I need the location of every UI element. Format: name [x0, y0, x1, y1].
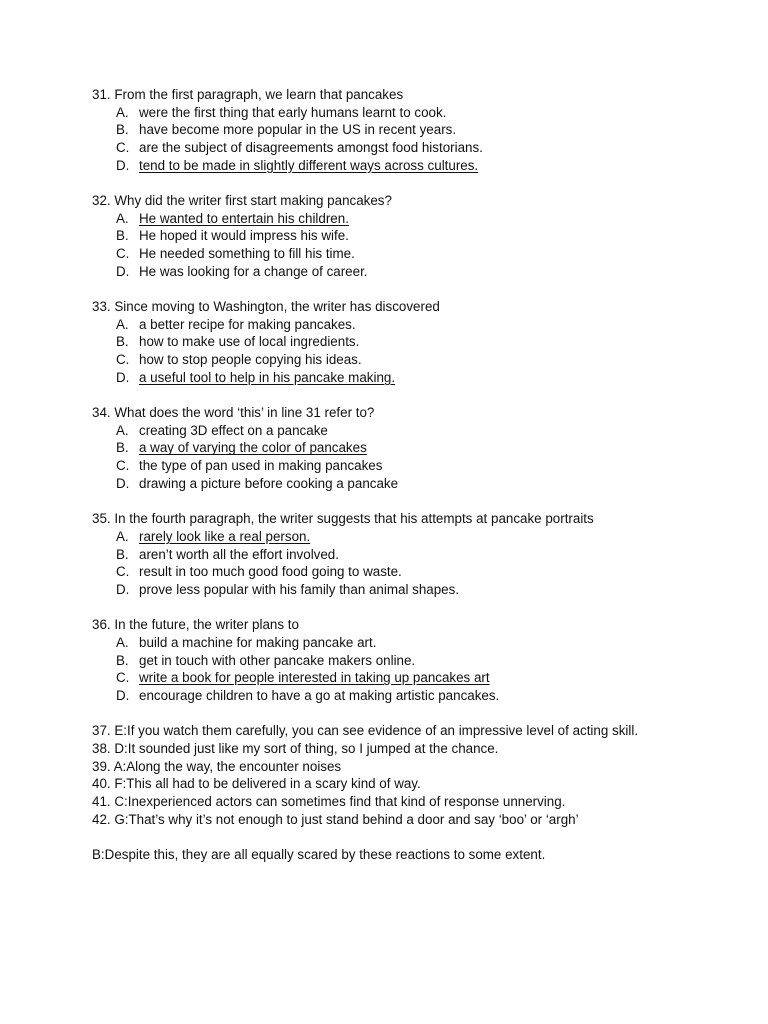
question-block — [92, 616, 768, 704]
answer-option — [92, 581, 768, 599]
answer-option — [92, 439, 768, 457]
answer-option — [92, 546, 768, 564]
answer-key-line: 38. D:It sounded just like my sort of thing, so I jumped at the chance. — [92, 740, 499, 756]
option-text-correct: He wanted to entertain his children. — [139, 210, 349, 226]
option-letter: D. — [116, 581, 130, 597]
question-text: What does the word ‘this’ in line 31 refer to? — [114, 405, 375, 421]
option-text: He needed something to fill his time. — [139, 246, 355, 262]
option-letter: C. — [116, 458, 130, 474]
option-letter: B. — [116, 652, 129, 668]
answer-key-line: 41. C:Inexperienced actors can sometimes find that kind of response unnerving. — [92, 793, 566, 809]
option-letter: C. — [116, 140, 130, 156]
answer-option — [92, 263, 768, 281]
question-text: Why did the writer first start making pancakes? — [114, 193, 392, 209]
question-stem — [92, 86, 768, 104]
option-text: creating 3D effect on a pancake — [139, 422, 328, 438]
option-text: result in too much good food going to waste. — [139, 564, 402, 580]
answer-option — [92, 121, 768, 139]
option-letter: A. — [116, 210, 129, 226]
answer-key-line: 37. E:If you watch them carefully, you can see evidence of an impressive level of acting skill. — [92, 723, 639, 739]
option-text: build a machine for making pancake art. — [139, 634, 377, 650]
option-letter: B. — [116, 122, 129, 138]
option-letter: B. — [116, 546, 129, 562]
option-letter: C. — [116, 246, 130, 262]
answer-option — [92, 475, 768, 493]
option-text: have become more popular in the US in recent years. — [139, 122, 457, 138]
option-text: how to make use of local ingredients. — [139, 334, 360, 350]
option-text: encourage children to have a go at making artistic pancakes. — [139, 687, 500, 703]
answer-option — [92, 652, 768, 670]
answer-option — [92, 422, 768, 440]
option-text-correct: write a book for people interested in taking up pancakes art — [139, 670, 490, 686]
option-text-correct: rarely look like a real person. — [139, 528, 311, 544]
option-letter: D. — [116, 263, 130, 279]
answer-option — [92, 139, 768, 157]
answer-option — [92, 316, 768, 334]
option-letter: B. — [116, 440, 129, 456]
option-text: He hoped it would impress his wife. — [139, 228, 349, 244]
option-text: a better recipe for making pancakes. — [139, 316, 356, 332]
option-text: aren’t worth all the effort involved. — [139, 546, 339, 562]
option-text: He was looking for a change of career. — [139, 263, 368, 279]
option-letter: A. — [116, 316, 129, 332]
answer-key-line: 42. G:That’s why it’s not enough to just stand behind a door and say ‘boo’ or ‘argh’ — [92, 811, 579, 827]
question-number: 34. — [92, 405, 111, 421]
option-letter: A. — [116, 104, 129, 120]
option-letter: C. — [116, 670, 130, 686]
question-stem — [92, 510, 768, 528]
option-letter: D. — [116, 475, 130, 491]
option-letter: B. — [116, 228, 129, 244]
option-letter: D. — [116, 369, 130, 385]
question-text: Since moving to Washington, the writer has discovered — [114, 299, 440, 315]
question-block — [92, 510, 768, 598]
question-block — [92, 404, 768, 492]
answer-option — [92, 528, 768, 546]
question-stem — [92, 192, 768, 210]
option-text: were the first thing that early humans learnt to cook. — [139, 104, 447, 120]
question-block — [92, 192, 768, 280]
question-block — [92, 86, 768, 174]
option-text: how to stop people copying his ideas. — [139, 352, 362, 368]
answer-option — [92, 457, 768, 475]
answer-option — [92, 333, 768, 351]
option-text-correct: tend to be made in slightly different ways across cultures. — [139, 157, 479, 173]
answer-option — [92, 351, 768, 369]
question-text: In the fourth paragraph, the writer suggests that his attempts at pancake portraits — [114, 511, 594, 527]
answer-key-line: 40. F:This all had to be delivered in a scary kind of way. — [92, 776, 421, 792]
question-block — [92, 298, 768, 386]
question-stem — [92, 616, 768, 634]
option-text-correct: a way of varying the color of pancakes — [139, 440, 367, 456]
option-text: get in touch with other pancake makers online. — [139, 652, 416, 668]
option-text-correct: a useful tool to help in his pancake making. — [139, 369, 396, 385]
question-number: 31. — [92, 87, 111, 102]
option-text: are the subject of disagreements amongst food historians. — [139, 140, 483, 156]
option-letter: B. — [116, 334, 129, 350]
option-letter: A. — [116, 634, 129, 650]
answer-option — [92, 227, 768, 245]
answer-option — [92, 369, 768, 387]
answer-option — [92, 245, 768, 263]
answer-key-line: 39. A:Along the way, the encounter noises — [92, 758, 342, 774]
question-number: 36. — [92, 617, 111, 633]
option-letter: C. — [116, 352, 130, 368]
question-list — [92, 86, 768, 705]
answer-option — [92, 634, 768, 652]
question-number: 32. — [92, 193, 111, 209]
option-letter: A. — [116, 528, 129, 544]
answer-option — [92, 563, 768, 581]
option-letter: D. — [116, 157, 130, 173]
option-letter: A. — [116, 422, 129, 438]
question-number: 35. — [92, 511, 111, 527]
answer-option — [92, 157, 768, 175]
option-text: drawing a picture before cooking a pancake — [139, 475, 399, 491]
option-text: the type of pan used in making pancakes — [139, 458, 383, 474]
extra-answer-line: B:Despite this, they are all equally scared by these reactions to some extent. — [92, 846, 546, 862]
option-text: prove less popular with his family than animal shapes. — [139, 581, 460, 597]
answer-option — [92, 210, 768, 228]
question-text: From the first paragraph, we learn that pancakes — [114, 87, 404, 102]
question-text: In the future, the writer plans to — [114, 617, 299, 633]
question-stem — [92, 404, 768, 422]
question-stem — [92, 298, 768, 316]
option-letter: C. — [116, 564, 130, 580]
option-letter: D. — [116, 687, 130, 703]
question-number: 33. — [92, 299, 111, 315]
answer-key-list — [92, 722, 768, 828]
answer-option — [92, 687, 768, 705]
answer-option — [92, 104, 768, 122]
answer-option — [92, 669, 768, 687]
